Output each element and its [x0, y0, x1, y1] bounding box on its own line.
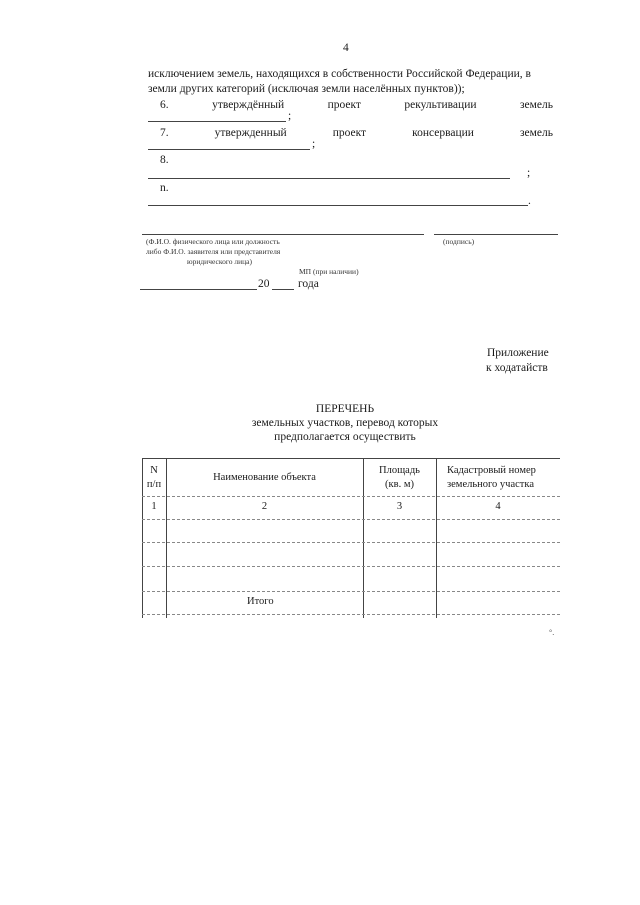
item-7-word-2: проект [332, 127, 367, 139]
stamp-caption: МП (при наличии) [299, 267, 359, 276]
item-7-word-1: утвержденный [214, 127, 287, 139]
date-year-prefix: 20 [258, 278, 270, 290]
item-6-row [160, 99, 553, 111]
item-n-number: n. [160, 182, 169, 194]
item-7-row [160, 127, 553, 139]
table-row-divider-4 [142, 591, 560, 592]
item-6-word-3: рекультивации [404, 99, 477, 111]
item-7-word-4: земель [519, 127, 553, 139]
item-6-number: 6. [160, 99, 169, 111]
appendix-line-2: к ходатайств [486, 362, 548, 374]
item-7-end: ; [312, 138, 316, 150]
header-area-1: Площадь [379, 465, 420, 476]
index-cell-1: 1 [151, 501, 157, 512]
table-col-divider-3 [436, 458, 437, 618]
header-area-2: (кв. м) [385, 479, 414, 490]
page-number: 4 [343, 42, 349, 54]
item-6-end: ; [288, 110, 292, 122]
table-row-divider-1 [142, 519, 560, 520]
fio-caption-1: (Ф.И.О. физического лица или должность [146, 237, 280, 246]
item-8-end: ; [527, 167, 531, 179]
list-subtitle-2: предполагается осуществить [274, 431, 416, 443]
table-bottom-border [142, 614, 560, 615]
intro-line-2: земли других категорий (исключая земли населённых пунктов)); [148, 83, 465, 95]
sign-line [434, 234, 558, 235]
header-name: Наименование объекта [213, 472, 316, 483]
table-row-divider-2 [142, 542, 560, 543]
appendix-line-1: Приложение [487, 347, 549, 359]
item-6-word-1: утверждённый [212, 99, 285, 111]
table-top-border [142, 458, 560, 459]
item-7-number: 7. [160, 127, 169, 139]
sign-caption: (подпись) [443, 237, 475, 246]
fio-caption-2: либо Ф.И.О. заявителя или представителя [146, 247, 281, 256]
list-subtitle-1: земельных участков, перевод которых [251, 417, 439, 429]
date-year-line [272, 289, 294, 290]
header-cad-2: земельного участка [447, 479, 534, 490]
date-suffix: года [298, 278, 319, 290]
item-6-word-2: проект [327, 99, 361, 111]
item-6-fill-line [148, 121, 286, 122]
item-n-fill-line [148, 205, 528, 206]
total-label: Итого [247, 596, 274, 607]
item-8-number: 8. [160, 154, 169, 166]
item-6-word-4: земель [519, 99, 553, 111]
header-num-1: N [150, 465, 158, 476]
index-cell-2: 2 [261, 501, 268, 512]
item-7-word-3: консервации [412, 127, 474, 139]
table-row-divider-3 [142, 566, 560, 567]
intro-line-1: исключением земель, находящихся в собственности Российской Федерации, в [148, 68, 531, 80]
index-cell-3: 3 [396, 501, 403, 512]
item-7-fill-line [148, 149, 310, 150]
index-cell-4: 4 [495, 501, 501, 512]
date-day-month-line [140, 289, 257, 290]
header-bottom-border [142, 496, 560, 497]
fio-caption-3: юридического лица) [187, 257, 252, 266]
header-num-2: п/п [146, 479, 162, 490]
corner-mark: °. [549, 628, 555, 637]
item-n-end: . [528, 195, 531, 207]
list-heading: ПЕРЕЧЕНЬ [315, 403, 375, 415]
header-cad-1: Кадастровый номер [447, 465, 536, 476]
item-8-fill-line [148, 178, 510, 179]
fio-line [142, 234, 424, 235]
